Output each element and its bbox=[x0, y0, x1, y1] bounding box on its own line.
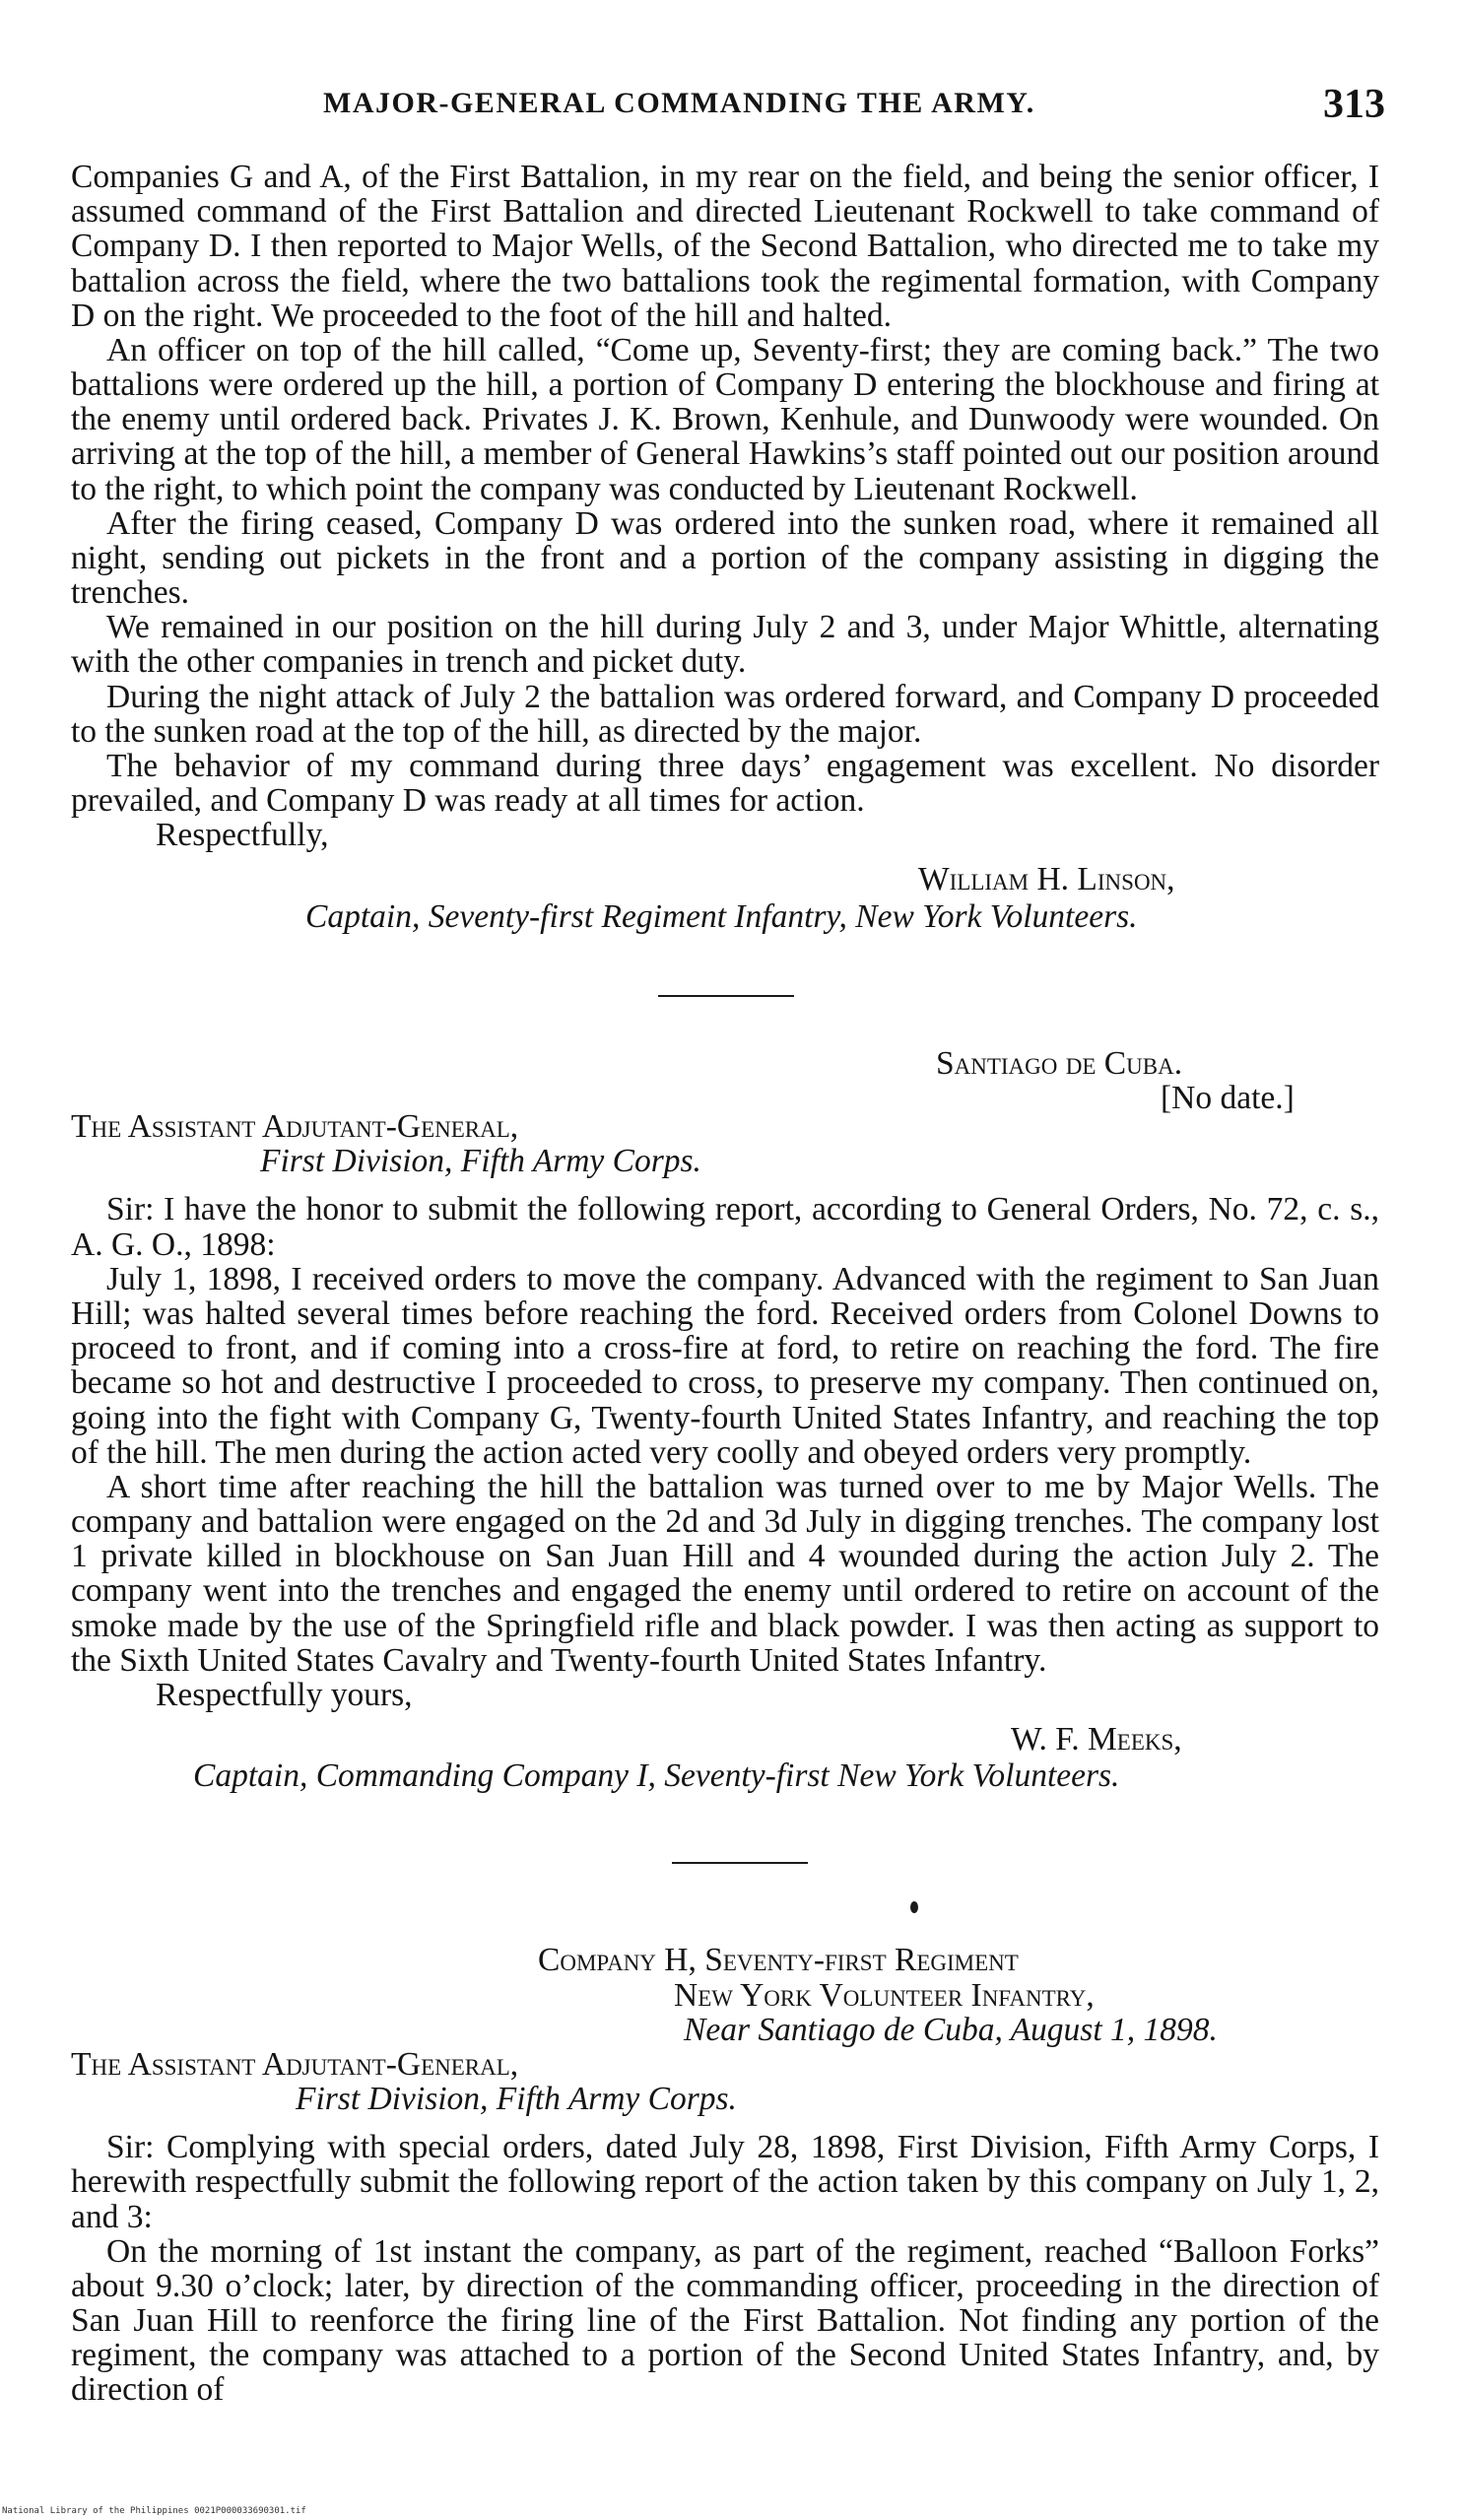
section-divider bbox=[672, 1862, 808, 1864]
report3-paragraph: Sir: Complying with special orders, dated July 28, 1898, First Division, Fifth Army Corps, I herewith respectfully submit the following report of the action taken by this company on July 1, 2, and 3: bbox=[71, 2129, 1379, 2235]
report2-addressee-unit: First Division, Fifth Army Corps. bbox=[260, 1143, 701, 1180]
report1-paragraph: After the firing ceased, Company D was ordered into the sunken road, where it remained all night, sending out pickets in the front and a portion of the company assisting in digging the trenches. bbox=[71, 504, 1379, 612]
report2-date-note: [No date.] bbox=[1161, 1079, 1295, 1116]
report1-paragraph: An officer on top of the hill called, “Come up, Seventy-first; they are coming back.” The two battalions were ordered up the hill, a portion of Company D entering the blockhouse and firing at the enemy until ordered back. Privates J. K. Brown, Kenhule, and Dunwoody were wounded. On arriving at the top of the hill, a member of General Hawkins’s staff pointed out our position around to the right, to which point the company was conducted by Lieutenant Rockwell. bbox=[71, 331, 1379, 507]
report2-signature-title: Captain, Commanding Company I, Seventy-first New York Volunteers. bbox=[193, 1757, 1120, 1795]
report2-paragraph: July 1, 1898, I received orders to move the company. Advanced with the regiment to San Juan Hill; was halted several times before reaching the ford. Received orders from Colonel Downs to proceed to front, and if coming into a cross-fire at ford, to retire on reaching the ford. The fire became so hot and destructive I proceeded to cross, to preserve my company. Then continued on, going into the fight with Company G, Twenty-fourth United States Infantry, and reaching the top of the hill. The men during the action acted very coolly and obeyed orders very promptly. bbox=[71, 1260, 1379, 1471]
report3-heading bbox=[71, 1943, 1379, 2047]
report2-addressee: The Assistant Adjutant-General, bbox=[71, 1108, 519, 1146]
report1-closing: Respectfully, bbox=[156, 817, 329, 854]
report3-heading-line: Company H, Seventy-first Regiment bbox=[538, 1942, 1019, 1979]
report3-addressee-unit: First Division, Fifth Army Corps. bbox=[296, 2081, 737, 2118]
running-title: MAJOR-GENERAL COMMANDING THE ARMY. bbox=[323, 87, 1035, 119]
page-body bbox=[71, 160, 1379, 2408]
page-number: 313 bbox=[1323, 82, 1385, 127]
report2-paragraph: A short time after reaching the hill the battalion was turned over to me by Major Wells. The company and battalion were engaged on the 2d and 3d July in digging trenches. The company lost 1 private killed in blockhouse on San Juan Hill and 4 wounded during the action July 2. The company went into the trenches and engaged the enemy until ordered to retire on account of the smoke made by the use of the Springfield rifle and black powder. I was then acting as support to the Sixth United States Cavalry and Twenty-fourth United States Infantry. bbox=[71, 1468, 1379, 1679]
report3-paragraph: On the morning of 1st instant the company, as part of the regiment, reached “Balloon Forks” about 9.30 o’clock; later, by direction of the commanding officer, proceeding in the direction of San Juan Hill to reenforce the firing line of the First Battalion. Not finding any portion of the regiment, the company was attached to a portion of the Second United States Infantry, and, by direction of bbox=[71, 2232, 1379, 2409]
report1-signature-title: Captain, Seventy-first Regiment Infantry, New York Volunteers. bbox=[305, 897, 1138, 935]
report1-signature-name: William H. Linson, bbox=[918, 861, 1175, 898]
scan-footer: National Library of the Philippines 0021P000033690301.tif bbox=[2, 2506, 306, 2516]
report3-addressee: The Assistant Adjutant-General, bbox=[71, 2045, 519, 2083]
report2-paragraph: Sir: I have the honor to submit the following report, according to General Orders, No. 72, c. s., A. G. O., 1898: bbox=[71, 1191, 1379, 1263]
section-divider bbox=[658, 995, 794, 997]
running-head bbox=[197, 81, 1399, 140]
report2-place: Santiago de Cuba. bbox=[936, 1044, 1183, 1082]
report2-signature-name: W. F. Meeks, bbox=[1011, 1721, 1182, 1758]
report3-heading-line: New York Volunteer Infantry, bbox=[674, 1976, 1095, 2014]
report1-paragraph: During the night attack of July 2 the battalion was ordered forward, and Company D proceeded to the sunken road at the top of the hill, as directed by the major. bbox=[71, 678, 1379, 750]
report2-closing: Respectfully yours, bbox=[156, 1676, 413, 1713]
report1-paragraph: Companies G and A, of the First Battalion, in my rear on the field, and being the senior officer, I assumed command of the First Battalion and directed Lieutenant Rockwell to take command of Company D. I then reported to Major Wells, of the Second Battalion, who directed me to take my battalion across the field, where the two battalions took the regimental formation, with Company D on the right. We proceeded to the foot of the hill and halted. bbox=[71, 159, 1379, 334]
report1-paragraph: The behavior of my command during three days’ engagement was excellent. No disorder prevailed, and Company D was ready at all times for action. bbox=[71, 747, 1379, 820]
report1-paragraph: We remained in our position on the hill during July 2 and 3, under Major Whittle, alternating with the other companies in trench and picket duty. bbox=[71, 609, 1379, 681]
ink-dot bbox=[910, 1901, 918, 1913]
report3-heading-line: Near Santiago de Cuba, August 1, 1898. bbox=[684, 2011, 1218, 2048]
